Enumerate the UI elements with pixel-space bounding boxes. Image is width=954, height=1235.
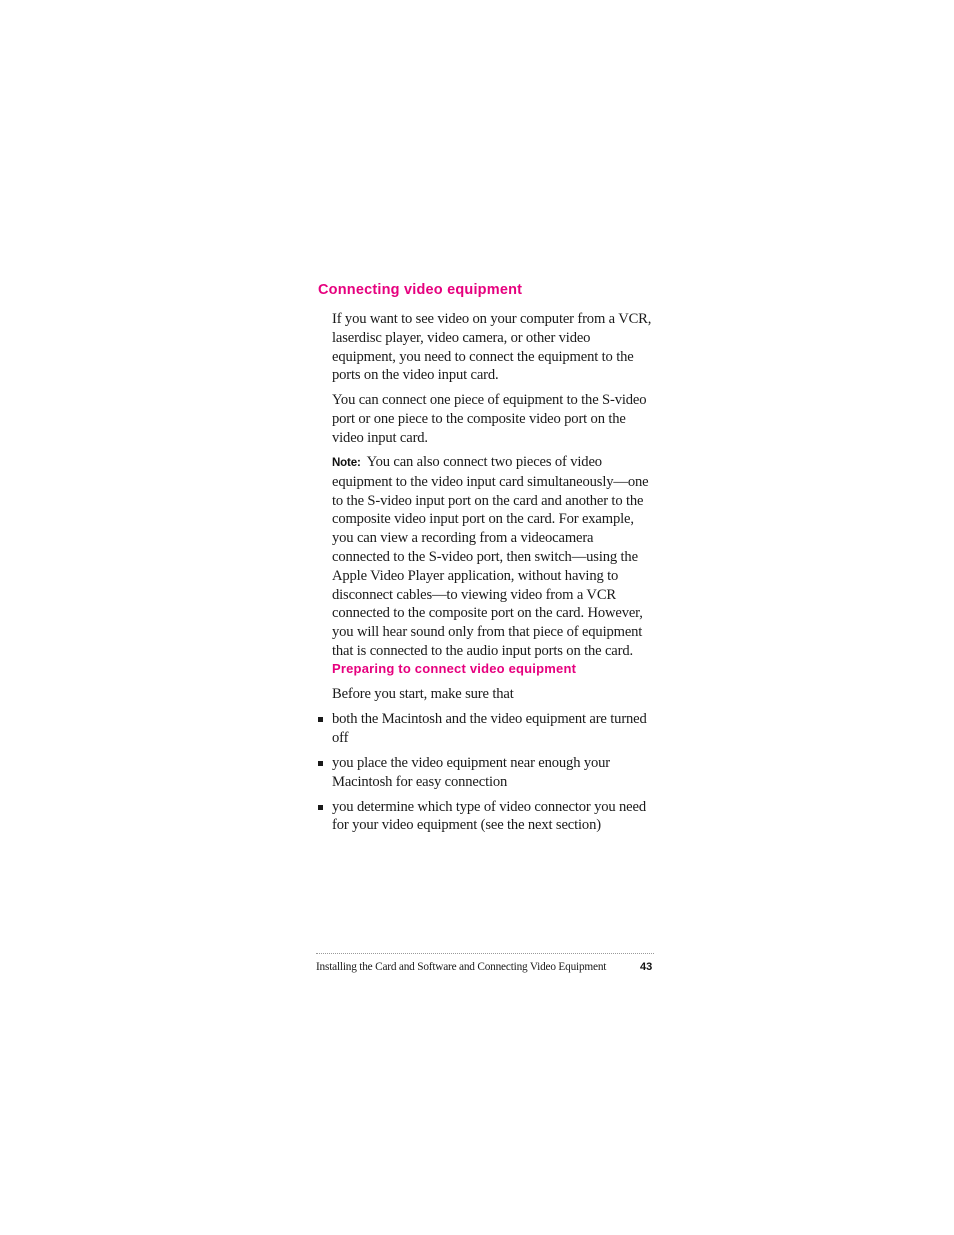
note-paragraph (332, 453, 654, 661)
footer-divider (316, 953, 654, 954)
list-item-text: you place the video equipment near enough your Macintosh for easy connection (332, 754, 610, 790)
list-item (316, 798, 656, 836)
checklist-intro: Before you start, make sure that (332, 686, 514, 702)
section-heading: Connecting video equipment (318, 282, 523, 298)
list-item (316, 754, 656, 792)
note-text: You can also connect two pieces of video equipment to the video input card simultaneously—one to the S-video input port on the card and another to the composite video input port on the card. For example, you can view a recording from a videocamera connected to the S-video port, then switch—using the Apple Video Player application, without having to disconnect cables—to viewing video from a VCR connected to the composite port on the card. However, you will hear sound only from that piece of equipment that is connected to the audio input ports on the card. (332, 454, 649, 659)
bullet-square-icon (318, 761, 323, 766)
paragraph-intro: If you want to see video on your computer from a VCR, laserdisc player, video camera, or other video equipment, you need to connect the equipment to the ports on the video input card. (332, 311, 652, 384)
list-item-text: both the Macintosh and the video equipment are turned off (332, 711, 647, 746)
checklist (316, 710, 656, 841)
page-number: 43 (640, 961, 653, 973)
list-item-text: you determine which type of video connector you need for your video equipment (see the next section) (332, 798, 646, 834)
list-item (316, 710, 656, 748)
bullet-square-icon (318, 717, 323, 722)
footer-chapter-title: Installing the Card and Software and Connecting Video Equipment (316, 961, 607, 973)
subsection-heading: Preparing to connect video equipment (332, 661, 577, 676)
paragraph-ports: You can connect one piece of equipment to the S-video port or one piece to the composite video port on the video input card. (332, 392, 647, 446)
note-label: Note: (332, 457, 361, 469)
bullet-square-icon (318, 805, 323, 810)
